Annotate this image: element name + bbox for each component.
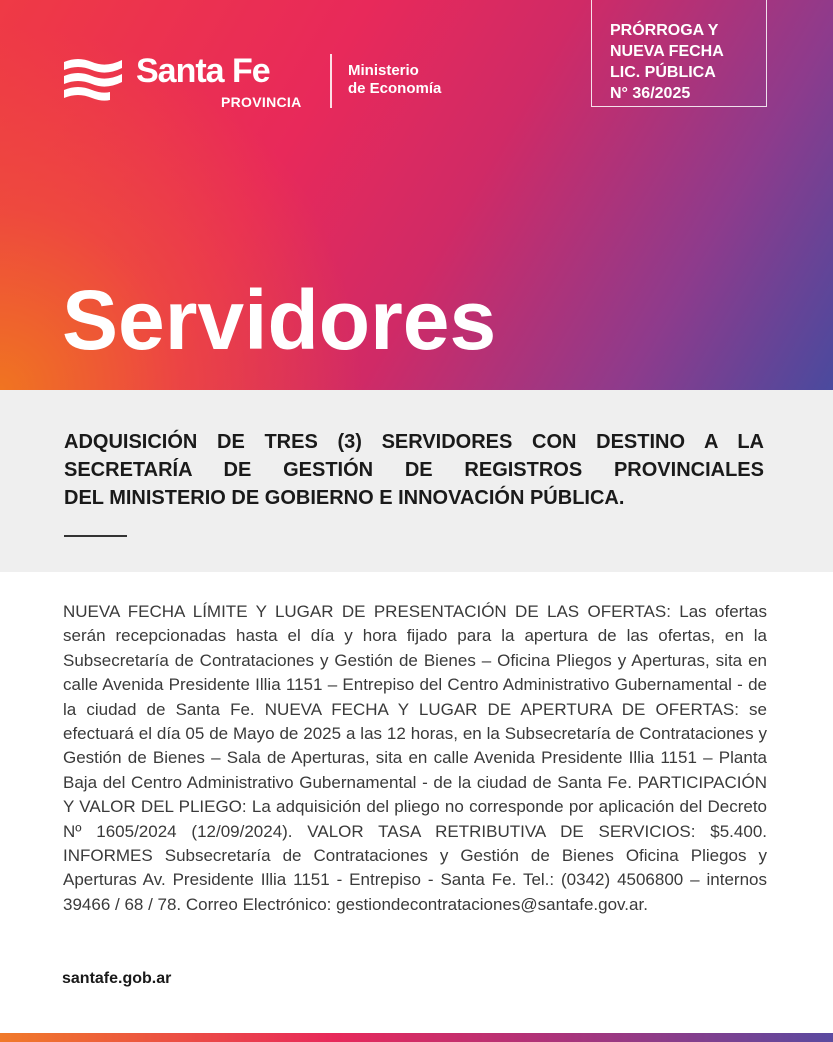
badge-line: N° 36/2025 bbox=[610, 85, 691, 102]
document-subtitle bbox=[64, 428, 764, 512]
bottom-color-bar bbox=[0, 1033, 833, 1042]
ministry-name bbox=[348, 62, 441, 98]
badge-line: LIC. PÚBLICA bbox=[610, 64, 716, 81]
hero-banner bbox=[0, 0, 833, 390]
website-link[interactable]: santafe.gob.ar bbox=[62, 970, 172, 987]
santa-fe-logo-icon bbox=[58, 54, 128, 108]
logo-subtitle: PROVINCIA bbox=[221, 94, 302, 110]
page-title: Servidores bbox=[62, 273, 497, 367]
logo-divider bbox=[330, 54, 332, 108]
divider bbox=[64, 535, 127, 537]
status-badge bbox=[591, 0, 767, 107]
badge-line: NUEVA FECHA bbox=[610, 43, 724, 60]
subtitle-line: SECRETARÍA DE GESTIÓN DE REGISTROS PROVINCIALES bbox=[64, 459, 764, 481]
badge-line: PRÓRROGA Y bbox=[610, 22, 719, 39]
logo-name: Santa Fe bbox=[136, 52, 270, 90]
ministry-line: de Economía bbox=[348, 80, 442, 97]
santa-fe-logo[interactable] bbox=[58, 52, 318, 112]
subtitle-line: DEL MINISTERIO DE GOBIERNO E INNOVACIÓN PÚBLICA. bbox=[64, 487, 625, 509]
subtitle-band bbox=[0, 390, 833, 572]
subtitle-line: ADQUISICIÓN DE TRES (3) SERVIDORES CON DESTINO A LA bbox=[64, 431, 764, 453]
ministry-line: Ministerio bbox=[348, 62, 419, 79]
body-paragraph: NUEVA FECHA LÍMITE Y LUGAR DE PRESENTACIÓN DE LAS OFERTAS: Las ofertas serán recepcionadas hasta el día y hora fijado para la apertura de las ofertas, en la Subsecretaría de Contrataciones y Gestión de Bienes – Oficina Pliegos y Aperturas, sita en calle Avenida Presidente Illia 1151 – Entrepiso del Centro Administrativo Gubernamental - de la ciudad de Santa Fe. NUEVA FECHA Y LUGAR DE APERTURA DE OFERTAS: se efectuará el día 05 de Mayo de 2025 a las 12 horas, en la Subsecretaría de Contrataciones y Gestión de Bienes – Sala de Aperturas, sita en calle Avenida Presidente Illia 1151 – Planta Baja del Centro Administrativo Gubernamental - de la ciudad de Santa Fe. PARTICIPACIÓN Y VALOR DEL PLIEGO: La adquisición del pliego no corresponde por aplicación del Decreto Nº 1605/2024 (12/09/2024). VALOR TASA RETRIBUTIVA DE SERVICIOS: $5.400. INFORMES Subsecretaría de Contrataciones y Gestión de Bienes Oficina Pliegos y Aperturas Av. Presidente Illia 1151 - Entrepiso - Santa Fe. Tel.: (0342) 4506800 – internos 39466 / 68 / 78. Correo Electrónico: gestiondecontrataciones@santafe.gov.ar. bbox=[63, 602, 767, 914]
